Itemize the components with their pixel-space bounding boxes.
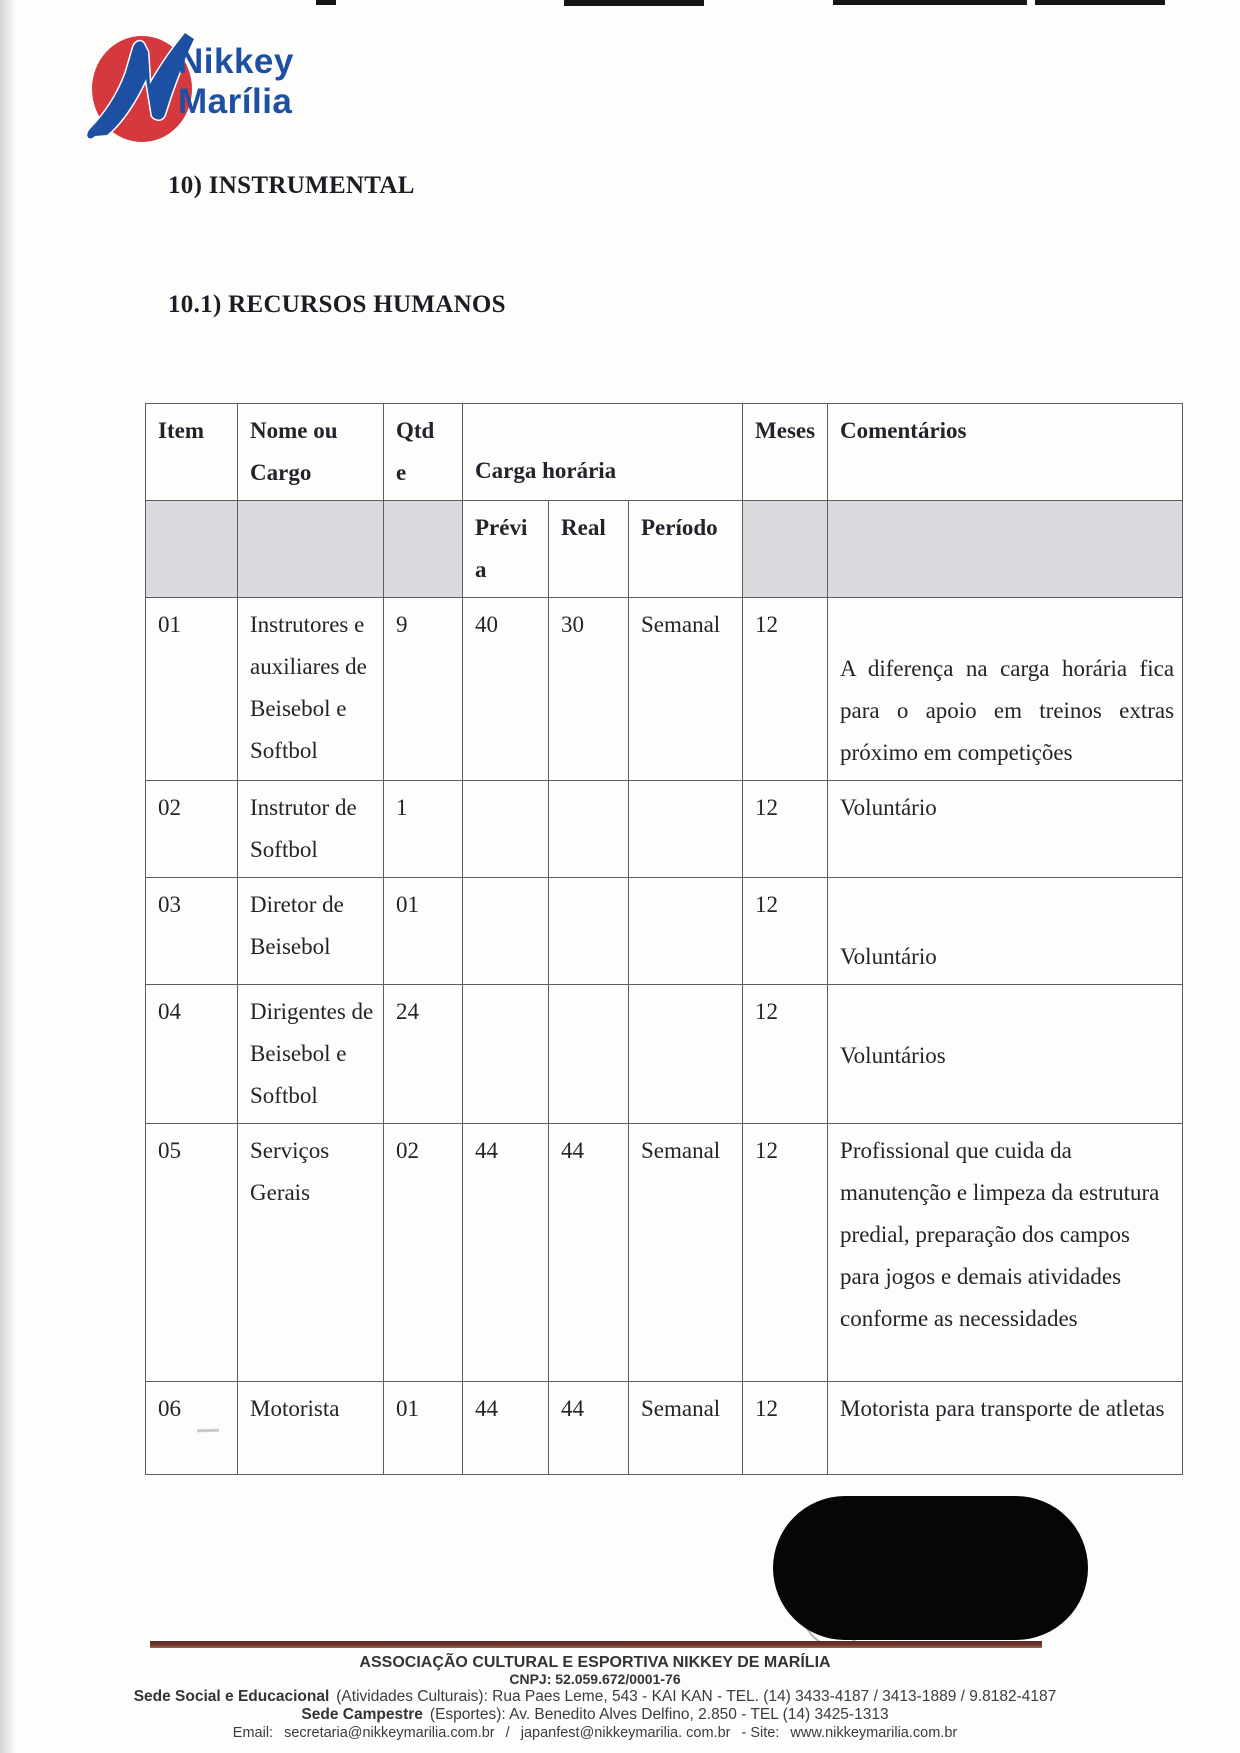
header-previa: Prévia (463, 501, 549, 598)
footer-sede-campestre (75, 1707, 1115, 1723)
header-qtde: Qtde (384, 404, 463, 501)
scan-artifact (833, 0, 1027, 5)
footer-site-url: www.nikkeymarilia.com.br (790, 1725, 958, 1741)
header-spacer (828, 501, 1183, 598)
footer-contact-line (75, 1723, 1115, 1743)
cell-periodo (629, 985, 743, 1124)
footer-email-primary: secretaria@nikkeymarilia.com.br (284, 1725, 495, 1741)
cell-item: 04 (146, 985, 238, 1124)
subsection-heading: 10.1) RECURSOS HUMANOS (168, 291, 506, 318)
footer-org-name: ASSOCIAÇÃO CULTURAL E ESPORTIVA NIKKEY DE MARÍLIA (359, 1654, 831, 1671)
logo-wordmark-line2: Marília (178, 82, 293, 121)
header-carga-horaria: Carga horária (463, 404, 743, 501)
cell-periodo: Semanal (629, 598, 743, 781)
header-item: Item (146, 404, 238, 501)
cell-nome: Motorista (238, 1382, 384, 1475)
cell-periodo: Semanal (629, 1382, 743, 1475)
cell-item: 02 (146, 781, 238, 878)
footer-cnpj: CNPJ: 52.059.672/0001-76 (509, 1671, 681, 1687)
cell-previa (463, 985, 549, 1124)
logo-wordmark-line1: Nikkey (178, 42, 294, 81)
header-nome-cargo: Nome ou Cargo (238, 404, 384, 501)
cell-item: 01 (146, 598, 238, 781)
header-real: Real (549, 501, 629, 598)
cell-meses: 12 (743, 985, 828, 1124)
footer-sede-campestre-label: Sede Campestre (301, 1706, 423, 1723)
scan-edge-shadow (0, 0, 16, 1753)
cell-comentarios: A diferença na carga horária fica para o apoio em treinos extras próximo em competições (828, 598, 1183, 781)
cell-meses: 12 (743, 781, 828, 878)
cell-meses: 12 (743, 1382, 828, 1475)
footer-sede-social-text: (Atividades Culturais): Rua Paes Leme, 543 - KAI KAN - TEL. (14) 3433-4187 / 3413-1889 / 9.8182-4187 (336, 1688, 1057, 1705)
redaction-blob (773, 1496, 1088, 1640)
footer-sede-social-label: Sede Social e Educacional (133, 1688, 330, 1705)
cell-qtde: 1 (384, 781, 463, 878)
cell-real (549, 781, 629, 878)
cell-comentarios: Motorista para transporte de atletas (828, 1382, 1183, 1475)
table-row (146, 781, 1183, 878)
footer-sede-campestre-text: (Esportes): Av. Benedito Alves Delfino, 2.850 - TEL (14) 3425-1313 (429, 1706, 889, 1723)
table-row (146, 598, 1183, 781)
cell-real: 30 (549, 598, 629, 781)
cell-comentarios: Voluntário (828, 781, 1183, 878)
cell-item: 03 (146, 878, 238, 985)
cell-periodo (629, 878, 743, 985)
cell-meses: 12 (743, 1124, 828, 1382)
cell-comentarios: Voluntário (828, 878, 1183, 985)
cell-real (549, 985, 629, 1124)
cell-qtde: 01 (384, 878, 463, 985)
cell-periodo (629, 781, 743, 878)
cell-real: 44 (549, 1382, 629, 1475)
cell-real: 44 (549, 1124, 629, 1382)
cell-meses: 12 (743, 878, 828, 985)
footer-email-label: Email: (232, 1725, 274, 1741)
header-comentarios: Comentários (828, 404, 1183, 501)
cell-previa (463, 781, 549, 878)
recursos-humanos-table (145, 403, 1183, 1475)
header-meses: Meses (743, 404, 828, 501)
scan-artifact (1035, 0, 1165, 5)
footer-email-secondary: japanfest@nikkeymarilia. com.br (520, 1725, 731, 1741)
cell-meses: 12 (743, 598, 828, 781)
footer-divider-rule (150, 1641, 1042, 1648)
nikkey-marilia-logo (85, 30, 320, 148)
table-row (146, 1124, 1183, 1382)
footer (75, 1654, 1115, 1743)
cell-previa: 40 (463, 598, 549, 781)
header-spacer (743, 501, 828, 598)
footer-sede-social (75, 1687, 1115, 1707)
header-periodo: Período (629, 501, 743, 598)
cell-qtde: 01 (384, 1382, 463, 1475)
cell-item: 06 (146, 1382, 238, 1475)
cell-nome: Dirigentes de Beisebol e Softbol (238, 985, 384, 1124)
cell-comentarios: Voluntários (828, 985, 1183, 1124)
cell-item: 05 (146, 1124, 238, 1382)
cell-nome: Serviços Gerais (238, 1124, 384, 1382)
cell-previa: 44 (463, 1124, 549, 1382)
table-row (146, 985, 1183, 1124)
cell-nome: Diretor de Beisebol (238, 878, 384, 985)
footer-email-separator: / (505, 1725, 510, 1741)
scan-artifact (564, 0, 704, 6)
header-spacer (146, 501, 238, 598)
table-row (146, 1382, 1183, 1475)
cell-qtde: 24 (384, 985, 463, 1124)
header-spacer (238, 501, 384, 598)
cell-qtde: 02 (384, 1124, 463, 1382)
header-spacer (384, 501, 463, 598)
cell-nome: Instrutor de Softbol (238, 781, 384, 878)
cell-previa: 44 (463, 1382, 549, 1475)
cell-real (549, 878, 629, 985)
cell-comentarios: Profissional que cuida da manutenção e limpeza da estrutura predial, preparação dos campos para jogos e demais atividades conforme as necessidades (828, 1124, 1183, 1382)
cell-periodo: Semanal (629, 1124, 743, 1382)
table-row (146, 878, 1183, 985)
cell-qtde: 9 (384, 598, 463, 781)
section-heading: 10) INSTRUMENTAL (168, 172, 415, 199)
cell-nome: Instrutores e auxiliares de Beisebol e Softbol (238, 598, 384, 781)
scan-artifact (316, 0, 336, 5)
cell-previa (463, 878, 549, 985)
footer-site-label: - Site: (741, 1725, 780, 1741)
